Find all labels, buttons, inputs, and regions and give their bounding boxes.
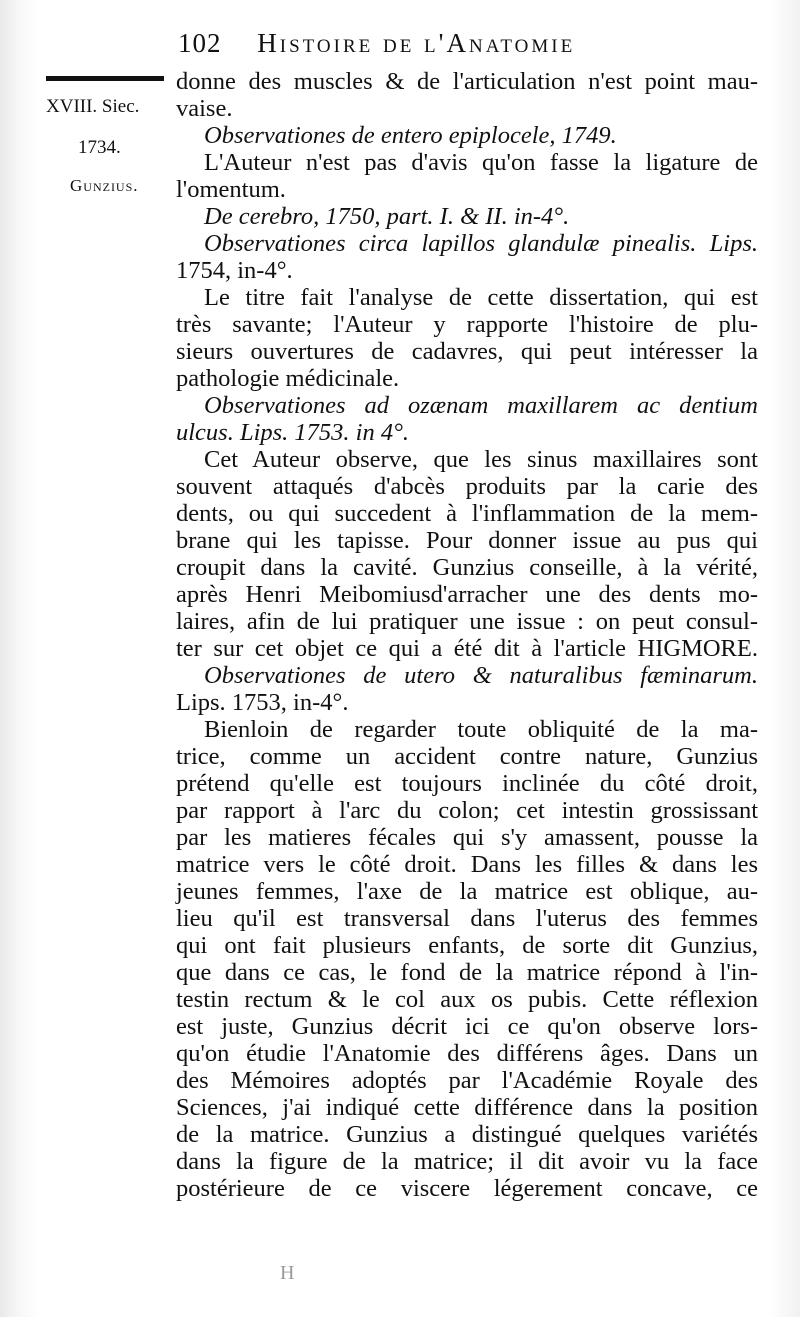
text-line: 1754, in-4°.	[176, 257, 293, 284]
page-number: 102	[178, 28, 222, 58]
text-line: ter sur cet objet ce qui a été dit à l'article HIGMORE.	[176, 635, 758, 662]
text-line: l'omentum.	[176, 176, 286, 203]
text-line: testin rectum & le col aux os pubis. Cette réflexion	[176, 986, 758, 1013]
text-line: trice, comme un accident contre nature, Gunzius	[176, 743, 758, 770]
text-line: qui ont fait plusieurs enfants, de sorte dit Gunzius,	[176, 932, 758, 959]
text-line: par rapport à l'arc du colon; cet intestin grossissant	[176, 797, 758, 824]
text-line: sieurs ouvertures de cadavres, qui peut intéresser la	[176, 338, 758, 365]
margin-year: 1734.	[78, 137, 121, 158]
text-line: postérieure de ce viscere légerement concave, ce	[176, 1175, 758, 1202]
text-line: qu'on étudie l'Anatomie des différens âges. Dans un	[176, 1040, 758, 1067]
text-line: de la matrice. Gunzius a distingué quelques variétés	[176, 1121, 758, 1148]
margin-rule	[46, 76, 164, 81]
text-line: Sciences, j'ai indiqué cette différence dans la position	[176, 1094, 758, 1121]
text-line: dents, ou qui succedent à l'inflammation de la mem-	[176, 500, 758, 527]
text-line: après Henri Meibomiusd'arracher une des dents mo-	[176, 581, 758, 608]
margin-author: Gunzius.	[70, 176, 139, 195]
text-line: matrice vers le côté droit. Dans les filles & dans les	[176, 851, 758, 878]
text-line: ulcus. Lips. 1753. in 4°.	[176, 419, 410, 446]
text-line: L'Auteur n'est pas d'avis qu'on fasse la ligature de	[204, 149, 758, 176]
text-line: est juste, Gunzius décrit ici ce qu'on observe lors-	[176, 1013, 758, 1040]
text-line: Bienloin de regarder toute obliquité de la ma-	[204, 716, 758, 743]
text-line: souvent attaqués d'abcès produits par la carie des	[176, 473, 758, 500]
text-line: Observationes circa lapillos glandulæ pinealis. Lips.	[204, 230, 758, 257]
text-line: prétend qu'elle est toujours inclinée du côté droit,	[176, 770, 758, 797]
running-header	[178, 28, 738, 68]
text-line: jeunes femmes, l'axe de la matrice est oblique, au-	[176, 878, 758, 905]
text-line: laires, afin de lui pratiquer une issue : on peut consul-	[176, 608, 758, 635]
text-line: Observationes ad ozænam maxillarem ac dentium	[204, 392, 758, 419]
text-line: Observationes de utero & naturalibus fæminarum.	[204, 662, 758, 689]
text-line: brane qui les tapisse. Pour donner issue au pus qui	[176, 527, 758, 554]
text-line: pathologie médicinale.	[176, 365, 400, 392]
text-line: Lips. 1753, in-4°.	[176, 689, 349, 716]
text-line: Observationes de entero epiplocele, 1749.	[204, 122, 617, 149]
text-line: des Mémoires adoptés par l'Académie Royale des	[176, 1067, 758, 1094]
text-line: De cerebro, 1750, part. I. & II. in-4°.	[204, 203, 570, 230]
text-line: dans la figure de la matrice; il dit avoir vu la face	[176, 1148, 758, 1175]
text-line: croupit dans la cavité. Gunzius conseille, à la vérité,	[176, 554, 758, 581]
signature-mark: H	[280, 1262, 295, 1284]
text-line: Le titre fait l'analyse de cette dissertation, qui est	[204, 284, 758, 311]
margin-century: XVIII. Siec.	[46, 96, 140, 117]
text-line: par les matieres fécales qui s'y amassent, pousse la	[176, 824, 758, 851]
text-line: que dans ce cas, le fond de la matrice répond à l'in-	[176, 959, 758, 986]
text-line: Cet Auteur observe, que les sinus maxillaires sont	[204, 446, 758, 473]
body-text	[176, 68, 758, 1202]
text-line: lieu qu'il est transversal dans l'uterus des femmes	[176, 905, 758, 932]
text-line: donne des muscles & de l'articulation n'est point mau-	[176, 68, 758, 95]
text-line: vaise.	[176, 95, 233, 122]
running-title: Histoire de l'Anatomie	[257, 28, 576, 58]
text-line: très savante; l'Auteur y rapporte l'histoire de plu-	[176, 311, 758, 338]
